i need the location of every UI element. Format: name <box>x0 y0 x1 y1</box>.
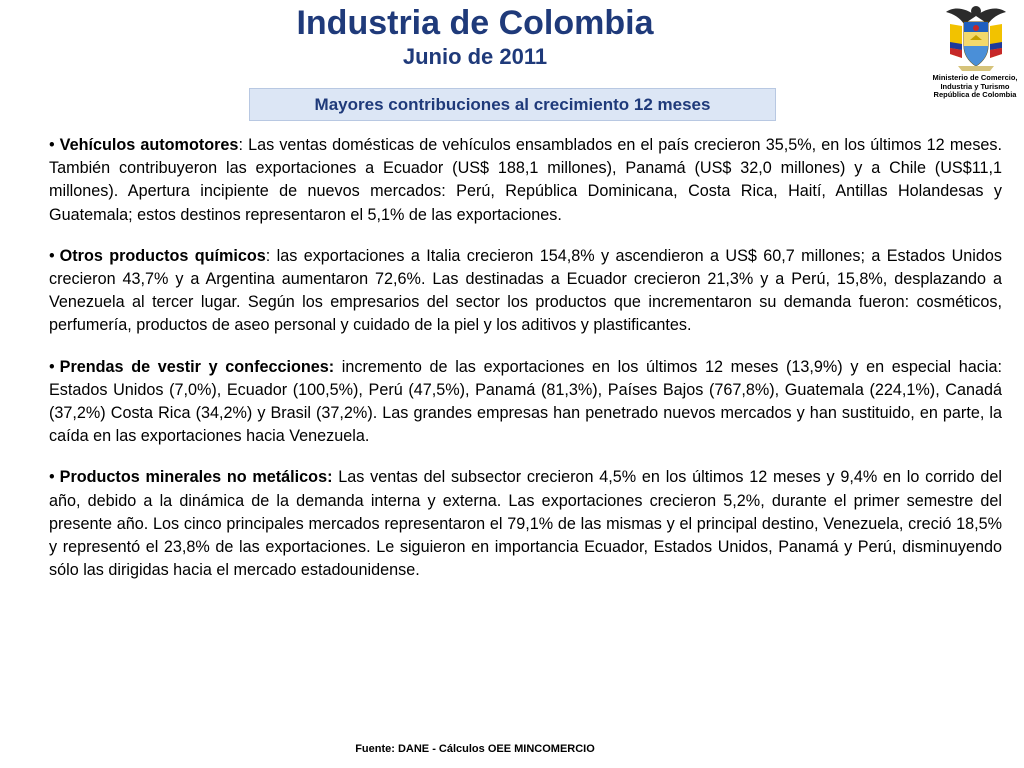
page-subtitle: Junio de 2011 <box>402 44 548 69</box>
paragraph-prendas <box>49 356 1002 449</box>
paragraph-text: : Las ventas domésticas de vehículos ensamblados en el país crecieron 35,5%, en los últimos 12 meses. También contribuyeron las exportaciones a Ecuador (US$ 188,1 millones), Panamá (US$ 32,0 millones) y a Chile (US$11,1 millones). Apertura incipiente de nuevos mercados: Perú, República Dominicana, Costa Rica, Haití, Antillas Holandesas y Guatemala; estos destinos representaron el 5,1% de las exportaciones. <box>49 136 1003 224</box>
ministry-line: Ministerio de Comercio, <box>932 73 1018 82</box>
paragraph-text: : las exportaciones a Italia crecieron 154,8% y ascendieron a US$ 60,7 millones; a Estados Unidos crecieron 43,7% y a Argentina aumentaron 72,6%. Las destinadas a Ecuador crecieron 21,3% y a Perú, 15,8%, desplazando a Venezuela al tercer lugar. Según los empresarios del sector los productos que incrementaron su demanda fueron: cosméticos, perfumería, productos de aseo personal y cuidado de la piel y los aditivos y plastificantes. <box>49 246 1002 335</box>
page-title: Industria de Colombia <box>296 4 654 42</box>
paragraph-quimicos <box>49 245 1002 338</box>
ministry-logo-text <box>926 74 1024 100</box>
paragraph-heading: Otros productos químicos <box>59 246 266 265</box>
paragraph-heading: Vehículos automotores <box>59 136 239 154</box>
paragraph-vehiculos <box>49 134 1002 227</box>
coat-of-arms-icon <box>944 2 1008 72</box>
section-title-banner <box>249 88 776 121</box>
paragraph-text: incremento de las exportaciones en los últimos 12 meses (13,9%) y en especial hacia: Estados Unidos (7,0%), Ecuador (100,5%), Perú (47,5%), Panamá (81,3%), Países Bajos (767,8%), Guatemala (224,1%), Canadá (37,2%) Costa Rica (34,2%) y Brasil (37,2%). Las grandes empresas han penetrado nuevos mercados y han sustituido, en parte, la caída en las exportaciones hacia Venezuela. <box>49 357 1002 446</box>
content-body <box>49 134 1002 600</box>
ministry-line: República de Colombia <box>933 90 1017 99</box>
ministry-line: Industria y Turismo <box>940 81 1010 91</box>
section-title: Mayores contribuciones al crecimiento 12 meses <box>314 94 711 114</box>
bullet-icon: • <box>49 246 55 265</box>
source-footer: Fuente: DANE - Cálculos OEE MINCOMERCIO <box>355 743 595 755</box>
paragraph-text: Las ventas del subsector crecieron 4,5% en los últimos 12 meses y 9,4% en lo corrido del año, debido a la dinámica de la demanda interna y externa. Las exportaciones crecieron 5,2%, durante el primer semestre del presente año. Los cinco principales mercados representaron el 79,1% de las mismas y el principal destino, Venezuela, creció 18,5% y representó el 23,8% de las exportaciones. Le siguieron en importancia Ecuador, Estados Unidos, Panamá y Perú, disminuyendo sólo las dirigidas hacia el mercado estadounidense. <box>49 468 1002 580</box>
paragraph-heading: Prendas de vestir y confecciones: <box>59 357 335 376</box>
paragraph-minerales <box>49 466 1002 582</box>
bullet-icon: • <box>49 468 55 487</box>
bullet-icon: • <box>49 136 55 154</box>
paragraph-heading: Productos minerales no metálicos: <box>59 468 333 487</box>
bullet-icon: • <box>49 357 55 376</box>
